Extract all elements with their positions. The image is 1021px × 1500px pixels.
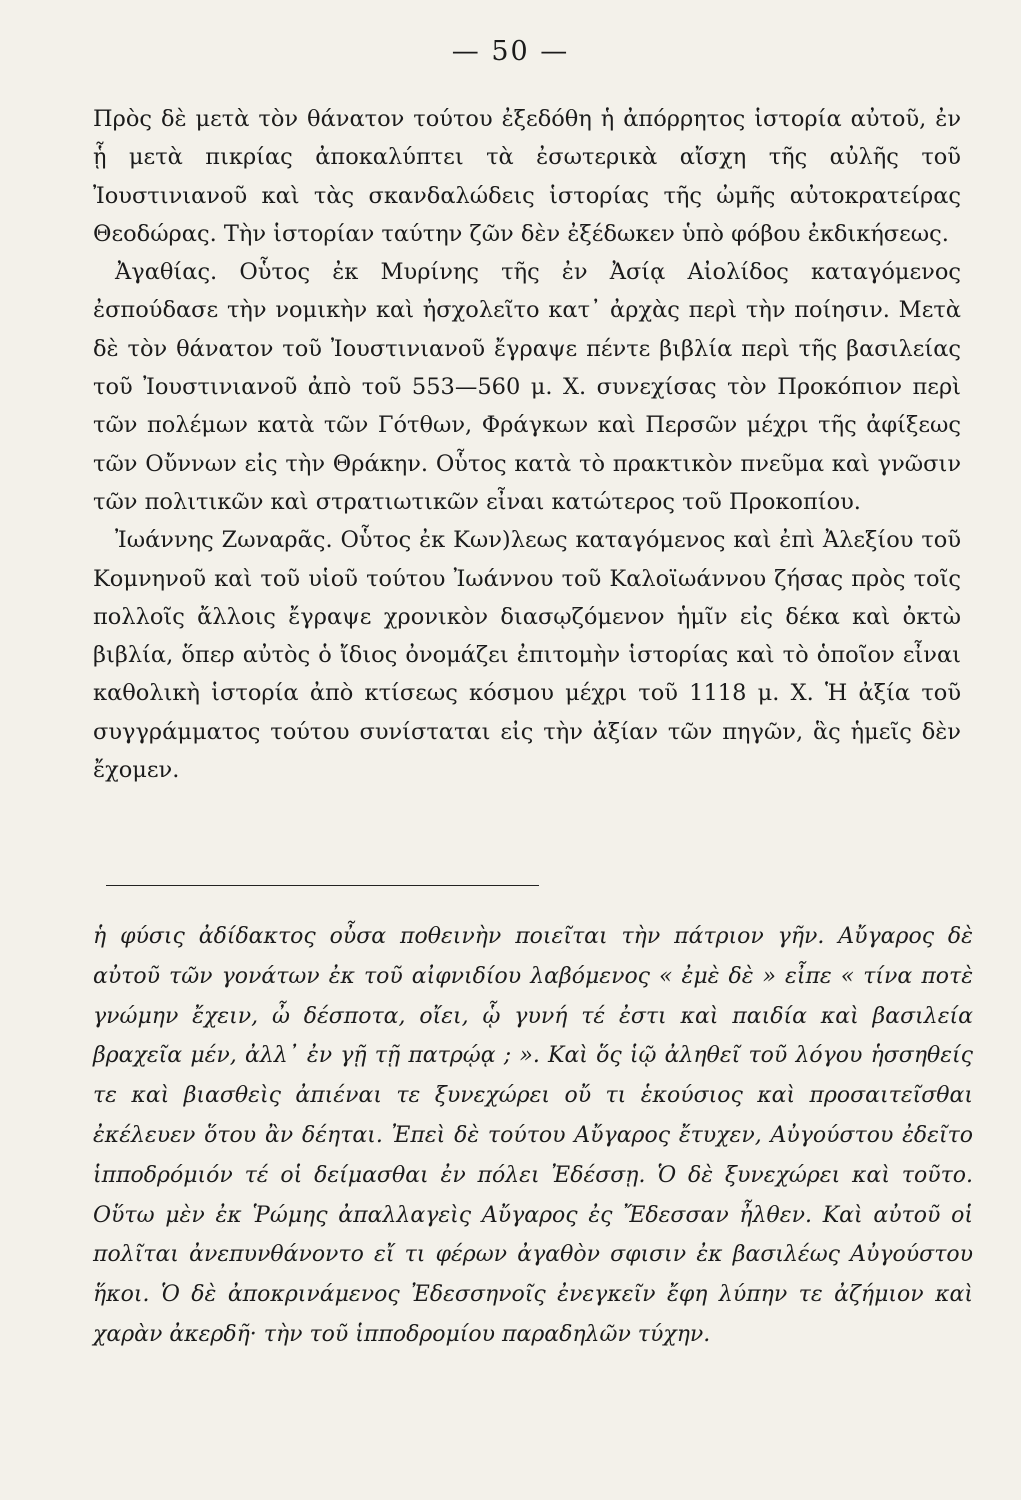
footnote-text: ἡ φύσις ἀδίδακτος οὖσα ποθεινὴν ποιεῖται τὴν πάτριον γῆν. Αὔγαρος δὲ αὐτοῦ τῶν γονάτων ἐκ τοῦ αἰφνιδίου λαβόμενος « ἐμὲ δὲ » εἶπε « τίνα ποτὲ γνώμην ἔχειν, ὦ δέσποτα, οἴει, ᾧ γυνή τέ ἐστι καὶ παιδία καὶ βασιλεία βραχεῖα μέν, ἀλλ᾽ ἐν γῇ τῇ πατρῴᾳ ; ». Καὶ ὅς ἱῷ ἀληθεῖ τοῦ λόγου ἡσσηθείς τε καὶ βιασθεὶς ἀπιέναι τε ξυνεχώρει οὔ τι ἑκούσιος καὶ προσαιτεῖσθαι ἐκέλευεν ὅτου ἂν δέηται. Ἐπεὶ δὲ τούτου Αὔγαρος ἔτυχεν, Αὐγούστου ἐδεῖτο ἱπποδρόμιόν τέ οἱ δείμασθαι ἐν πόλει Ἐδέσσῃ. Ὁ δὲ ξυνεχώρει καὶ τοῦτο. Οὕτω μὲν ἐκ Ῥώμης ἀπαλλαγεὶς Αὔγαρος ἐς Ἔδεσσαν ἦλθεν. Καὶ αὐτοῦ οἱ πολῖται ἀνεπυνθάνοντο εἴ τι φέρων ἀγαθὸν σφισιν ἐκ βασιλέως Αὐγούστου ἥκοι. Ὁ δὲ ἀποκρινάμενος Ἐδεσσηνοῖς ἐνεγκεῖν ἔφη λύπην τε ἀζήμιον καὶ χαρὰν ἀκερδῆ· τὴν τοῦ ἱπποδρομίου παραδηλῶν τύχην. <box>93 924 973 1347</box>
footnote <box>93 917 973 1355</box>
footnote-divider <box>106 885 539 886</box>
page-number: — 50 — <box>451 36 570 67</box>
paragraph-zonaras: Ἰωάννης Ζωναρᾶς. Οὗτος ἐκ Κων)λεως καταγόμενος καὶ ἐπὶ Ἀλεξίου τοῦ Κομνηνοῦ καὶ τοῦ υἱοῦ τούτου Ἰωάννου τοῦ Καλοϊωάννου ζήσας πρὸς τοῖς πολλοῖς ἄλλοις ἔγραψε χρονικὸν διασῳζόμενον ἡμῖν εἰς δέκα καὶ ὀκτὼ βιβλία, ὅπερ αὐτὸς ὁ ἴδιος ὀνομάζει ἐπιτομὴν ἱστορίας καὶ τὸ ὁποῖον εἶναι καθολικὴ ἱστορία ἀπὸ κτίσεως κόσμου μέχρι τοῦ 1118 μ. Χ. Ἡ ἀξία τοῦ συγγράμματος τούτου συνίσταται εἰς τὴν ἀξίαν τῶν πηγῶν, ἃς ἡμεῖς δὲν ἔχομεν. <box>93 527 961 784</box>
paragraph-procopius: Πρὸς δὲ μετὰ τὸν θάνατον τούτου ἐξεδόθη ἡ ἀπόρρητος ἱστορία αὐτοῦ, ἐν ᾗ μετὰ πικρίας ἀποκαλύπτει τὰ ἐσωτερικὰ αἴσχη τῆς αὐλῆς τοῦ Ἰουστινιανοῦ καὶ τὰς σκανδαλώδεις ἱστορίας τῆς ὠμῆς αὐτοκρατείρας Θεοδώρας. Τὴν ἱστορίαν ταύτην ζῶν δὲν ἐξέδωκεν ὑπὸ φόβου ἐκδικήσεως. <box>93 106 961 247</box>
main-text <box>93 100 961 789</box>
paragraph-agathias: Ἀγαθίας. Οὗτος ἐκ Μυρίνης τῆς ἐν Ἀσίᾳ Αἰολίδος καταγόμενος ἐσπούδασε τὴν νομικὴν καὶ ἠσχολεῖτο κατ᾽ ἀρχὰς περὶ τὴν ποίησιν. Μετὰ δὲ τὸν θάνατον τοῦ Ἰουστινιανοῦ ἔγραψε πέντε βιβλία περὶ τῆς βασιλείας τοῦ Ἰουστινιανοῦ ἀπὸ τοῦ 553—560 μ. Χ. συνεχίσας τὸν Προκόπιον περὶ τῶν πολέμων κατὰ τῶν Γότθων, Φράγκων καὶ Περσῶν μέχρι τῆς ἀφίξεως τῶν Οὔννων εἰς τὴν Θράκην. Οὗτος κατὰ τὸ πρακτικὸν πνεῦμα καὶ γνῶσιν τῶν πολιτικῶν καὶ στρατιωτικῶν εἶναι κατώτερος τοῦ Προκοπίου. <box>93 259 961 515</box>
